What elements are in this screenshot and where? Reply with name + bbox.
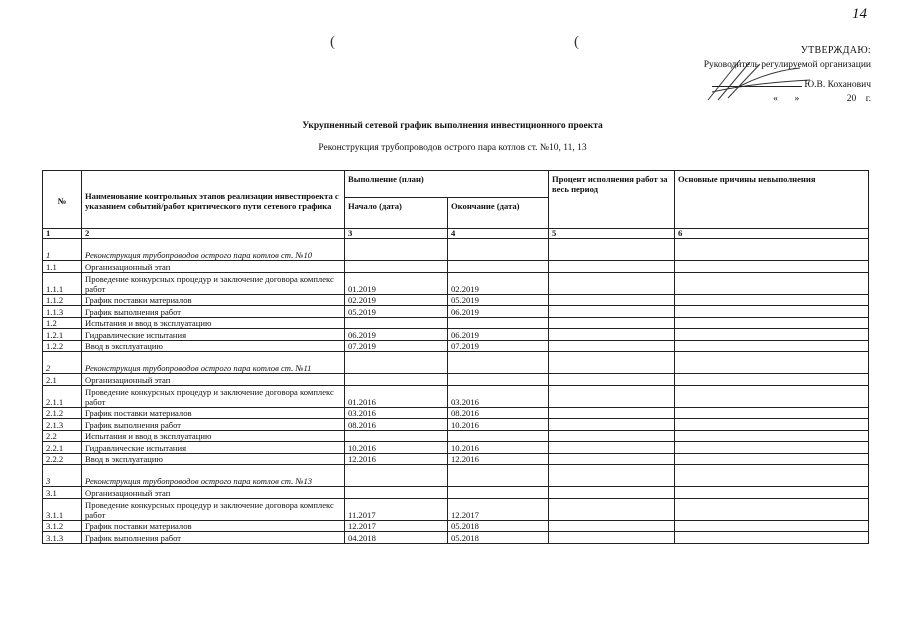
scan-mark: (: [574, 34, 579, 50]
row-start: 04.2018: [345, 532, 448, 544]
row-end: 06.2019: [448, 306, 549, 318]
approval-date: « » 20 г.: [773, 94, 871, 104]
row-reasons: [675, 385, 869, 407]
row-end: [448, 487, 549, 499]
header-name: Наименование контрольных этапов реализации инвестпроекта с указанием событий/работ критического пути сетевого графика: [82, 171, 345, 229]
row-reasons: [675, 329, 869, 341]
row-start: 05.2019: [345, 306, 448, 318]
scan-mark: (: [330, 34, 335, 50]
row-end: [448, 239, 549, 261]
approval-block: [704, 44, 871, 106]
row-reasons: [675, 453, 869, 465]
row-end: 06.2019: [448, 329, 549, 341]
approval-position: Руководитель регулируемой организации: [703, 60, 871, 70]
schedule-table: [42, 170, 869, 544]
table-row: [43, 487, 869, 499]
row-percent: [549, 430, 675, 442]
header-plan: Выполнение (план): [345, 171, 549, 198]
row-name: Проведение конкурсных процедур и заключение договора комплекс работ: [82, 498, 345, 520]
row-name: Испытания и ввод в эксплуатацию: [82, 430, 345, 442]
table-row: [43, 239, 869, 261]
row-start: 12.2016: [345, 453, 448, 465]
document-subtitle: Реконструкция трубопроводов острого пара котлов ст. №10, 11, 13: [318, 143, 587, 153]
row-number: 1.1.3: [43, 306, 82, 318]
approval-label: УТВЕРЖДАЮ:: [800, 45, 871, 56]
row-number: 2.2: [43, 430, 82, 442]
table-row: [43, 498, 869, 520]
row-start: 01.2016: [345, 385, 448, 407]
row-start: 12.2017: [345, 520, 448, 532]
row-percent: [549, 294, 675, 306]
col-number: 1: [43, 229, 82, 239]
table-row: [43, 419, 869, 431]
row-reasons: [675, 487, 869, 499]
row-end: 12.2016: [448, 453, 549, 465]
table-row: [43, 329, 869, 341]
table-row: [43, 520, 869, 532]
row-name: Испытания и ввод в эксплуатацию: [82, 317, 345, 329]
row-name: Гидравлические испытания: [82, 442, 345, 454]
row-number: 2.1: [43, 374, 82, 386]
row-reasons: [675, 294, 869, 306]
row-name: Проведение конкурсных процедур и заключение договора комплекс работ: [82, 272, 345, 294]
row-start: [345, 239, 448, 261]
table-body: [43, 239, 869, 544]
table-row: [43, 352, 869, 374]
row-reasons: [675, 498, 869, 520]
table-row: [43, 272, 869, 294]
header-reasons: Основные причины невыполнения: [675, 171, 869, 229]
row-number: 1.1: [43, 261, 82, 273]
header-end: Окончание (дата): [448, 198, 549, 229]
row-percent: [549, 272, 675, 294]
row-end: [448, 352, 549, 374]
table-row: [43, 430, 869, 442]
column-number-row: [43, 229, 869, 239]
table-row: [43, 294, 869, 306]
row-reasons: [675, 352, 869, 374]
row-start: 07.2019: [345, 340, 448, 352]
col-number: 3: [345, 229, 448, 239]
row-end: 07.2019: [448, 340, 549, 352]
header-start: Начало (дата): [345, 198, 448, 229]
table-row: [43, 532, 869, 544]
row-end: 03.2016: [448, 385, 549, 407]
row-reasons: [675, 261, 869, 273]
row-reasons: [675, 520, 869, 532]
row-number: 2.2.2: [43, 453, 82, 465]
row-percent: [549, 261, 675, 273]
row-name: Ввод в эксплуатацию: [82, 453, 345, 465]
row-number: 1.2.1: [43, 329, 82, 341]
row-percent: [549, 520, 675, 532]
row-end: [448, 261, 549, 273]
row-percent: [549, 306, 675, 318]
col-number: 6: [675, 229, 869, 239]
row-end: 05.2019: [448, 294, 549, 306]
row-percent: [549, 352, 675, 374]
row-number: 3: [43, 465, 82, 487]
row-start: [345, 352, 448, 374]
row-number: 3.1.3: [43, 532, 82, 544]
row-start: [345, 317, 448, 329]
row-end: 10.2016: [448, 419, 549, 431]
row-reasons: [675, 532, 869, 544]
row-end: 05.2018: [448, 520, 549, 532]
row-number: 3.1.1: [43, 498, 82, 520]
approval-signer: Ю.В. Коханович: [804, 80, 871, 90]
row-end: [448, 317, 549, 329]
row-number: 1: [43, 239, 82, 261]
row-reasons: [675, 239, 869, 261]
row-name: График выполнения работ: [82, 419, 345, 431]
row-name: Реконструкция трубопроводов острого пара котлов ст. №13: [82, 465, 345, 487]
table-row: [43, 453, 869, 465]
row-start: 01.2019: [345, 272, 448, 294]
row-number: 1.2.2: [43, 340, 82, 352]
row-percent: [549, 407, 675, 419]
row-end: 02.2019: [448, 272, 549, 294]
row-percent: [549, 239, 675, 261]
row-reasons: [675, 442, 869, 454]
row-end: 10.2016: [448, 442, 549, 454]
row-end: 08.2016: [448, 407, 549, 419]
row-percent: [549, 487, 675, 499]
row-name: Проведение конкурсных процедур и заключение договора комплекс работ: [82, 385, 345, 407]
row-start: 03.2016: [345, 407, 448, 419]
row-name: Ввод в эксплуатацию: [82, 340, 345, 352]
row-start: 08.2016: [345, 419, 448, 431]
row-number: 2.1.3: [43, 419, 82, 431]
row-number: 2: [43, 352, 82, 374]
header-no: №: [43, 171, 82, 229]
row-percent: [549, 385, 675, 407]
signature-line: [712, 86, 802, 87]
col-number: 5: [549, 229, 675, 239]
row-reasons: [675, 272, 869, 294]
row-percent: [549, 374, 675, 386]
row-start: 11.2017: [345, 498, 448, 520]
row-start: 06.2019: [345, 329, 448, 341]
row-name: Организационный этап: [82, 261, 345, 273]
row-name: Гидравлические испытания: [82, 329, 345, 341]
col-number: 4: [448, 229, 549, 239]
row-name: Реконструкция трубопроводов острого пара котлов ст. №10: [82, 239, 345, 261]
row-number: 3.1.2: [43, 520, 82, 532]
table-row: [43, 385, 869, 407]
row-start: [345, 374, 448, 386]
col-number: 2: [82, 229, 345, 239]
row-percent: [549, 340, 675, 352]
table-row: [43, 407, 869, 419]
row-percent: [549, 498, 675, 520]
row-percent: [549, 453, 675, 465]
header-percent: Процент исполнения работ за весь период: [549, 171, 675, 229]
table-row: [43, 317, 869, 329]
table-row: [43, 306, 869, 318]
row-end: [448, 430, 549, 442]
row-end: 05.2018: [448, 532, 549, 544]
row-name: Реконструкция трубопроводов острого пара котлов ст. №11: [82, 352, 345, 374]
row-percent: [549, 532, 675, 544]
row-name: График поставки материалов: [82, 407, 345, 419]
row-start: 10.2016: [345, 442, 448, 454]
row-reasons: [675, 374, 869, 386]
row-end: 12.2017: [448, 498, 549, 520]
table-row: [43, 340, 869, 352]
row-reasons: [675, 430, 869, 442]
table-row: [43, 261, 869, 273]
row-name: График выполнения работ: [82, 532, 345, 544]
row-name: Организационный этап: [82, 487, 345, 499]
row-name: График поставки материалов: [82, 294, 345, 306]
row-number: 2.1.1: [43, 385, 82, 407]
row-reasons: [675, 465, 869, 487]
row-end: [448, 374, 549, 386]
document-title: Укрупненный сетевой график выполнения инвестиционного проекта: [302, 121, 603, 131]
row-percent: [549, 465, 675, 487]
row-number: 3.1: [43, 487, 82, 499]
row-start: [345, 430, 448, 442]
row-number: 1.2: [43, 317, 82, 329]
row-reasons: [675, 340, 869, 352]
row-start: [345, 487, 448, 499]
table-row: [43, 442, 869, 454]
row-reasons: [675, 419, 869, 431]
row-reasons: [675, 317, 869, 329]
row-name: График поставки материалов: [82, 520, 345, 532]
row-name: График выполнения работ: [82, 306, 345, 318]
row-number: 2.2.1: [43, 442, 82, 454]
row-number: 1.1.1: [43, 272, 82, 294]
row-start: 02.2019: [345, 294, 448, 306]
row-percent: [549, 317, 675, 329]
row-name: Организационный этап: [82, 374, 345, 386]
table-row: [43, 374, 869, 386]
row-percent: [549, 419, 675, 431]
row-reasons: [675, 407, 869, 419]
row-number: 2.1.2: [43, 407, 82, 419]
row-start: [345, 261, 448, 273]
row-end: [448, 465, 549, 487]
row-reasons: [675, 306, 869, 318]
table-row: [43, 465, 869, 487]
row-percent: [549, 442, 675, 454]
row-number: 1.1.2: [43, 294, 82, 306]
row-start: [345, 465, 448, 487]
row-percent: [549, 329, 675, 341]
page-number: 14: [852, 6, 867, 22]
